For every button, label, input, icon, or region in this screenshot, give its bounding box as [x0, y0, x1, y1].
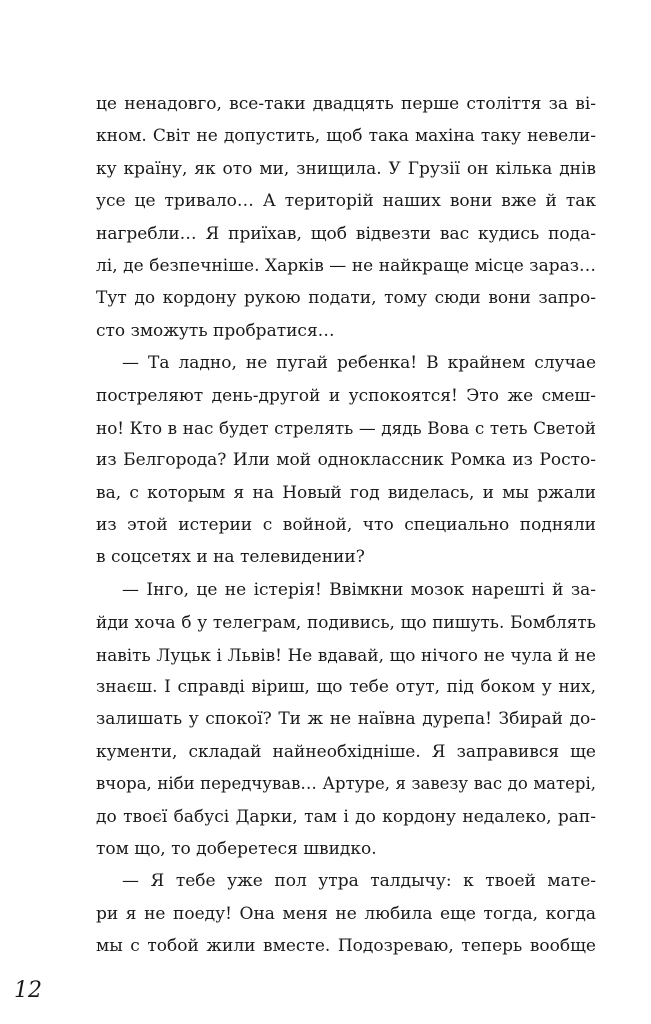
- text-line: кументи, складай найнеобхідніше. Я заправився ще: [96, 741, 596, 762]
- text-line: сто зможуть пробратися…: [96, 320, 335, 341]
- text-line: ва, с которым я на Новый год виделась, и мы ржали: [96, 482, 596, 503]
- text-line: из этой истерии с войной, что специально подняли: [96, 515, 596, 536]
- text-line: йди хоча б у телеграм, подивись, що пишуть. Бомблять: [96, 612, 596, 633]
- text-line: том що, то доберетеся швидко.: [96, 838, 377, 859]
- text-line: лі, де безпечніше. Харків — не найкраще місце зараз…: [96, 255, 596, 276]
- text-line: в соцсетях и на телевидении?: [96, 547, 365, 568]
- text-line: ку країну, як ото ми, знищила. У Грузії он кілька днів: [96, 158, 596, 179]
- text-line: це ненадовго, все-таки двадцять перше століття за ві-: [96, 94, 596, 114]
- text-line: навіть Луцьк і Львів! Не вдавай, що нічого не чула й не: [96, 644, 596, 665]
- text-line: мы с тобой жили вместе. Подозреваю, теперь вообще: [96, 936, 596, 957]
- text-line: до твоєї бабусі Дарки, там і до кордону недалеко, рап-: [96, 806, 596, 827]
- text-line: — Я тебе уже пол утра талдычу: к твоей мате-: [122, 871, 596, 892]
- text-line: — Та ладно, не пугай ребенка! В крайнем случае: [122, 353, 596, 374]
- text-line: но! Кто в нас будет стрелять — дядь Вова с теть Светой: [96, 417, 596, 438]
- text-line: залишать у спокої? Ти ж не наївна дурепа! Збирай до-: [96, 709, 596, 730]
- text-line: вчора, ніби передчував… Артуре, я завезу вас до матері,: [96, 774, 596, 794]
- body-text: [96, 88, 596, 963]
- page-number: 12: [14, 978, 42, 1003]
- text-line: — Інго, це не істерія! Ввімкни мозок нарешті й за-: [122, 579, 596, 600]
- text-line: нагребли… Я приїхав, щоб відвезти вас кудись пода-: [96, 223, 596, 244]
- text-line: Тут до кордону рукою подати, тому сюди вони запро-: [96, 288, 596, 309]
- text-line: кном. Світ не допустить, щоб така махіна таку невели-: [96, 126, 596, 147]
- text-line: постреляют день-другой и успокоятся! Это же смеш-: [96, 385, 596, 406]
- text-line: знаєш. І справді віриш, що тебе отут, під боком у них,: [96, 677, 596, 698]
- text-line: усе це тривало… А територій наших вони вже й так: [96, 191, 596, 212]
- text-line: из Белгорода? Или мой одноклассник Ромка из Росто-: [96, 450, 596, 471]
- text-line: ри я не поеду! Она меня не любила еще тогда, когда: [96, 903, 596, 924]
